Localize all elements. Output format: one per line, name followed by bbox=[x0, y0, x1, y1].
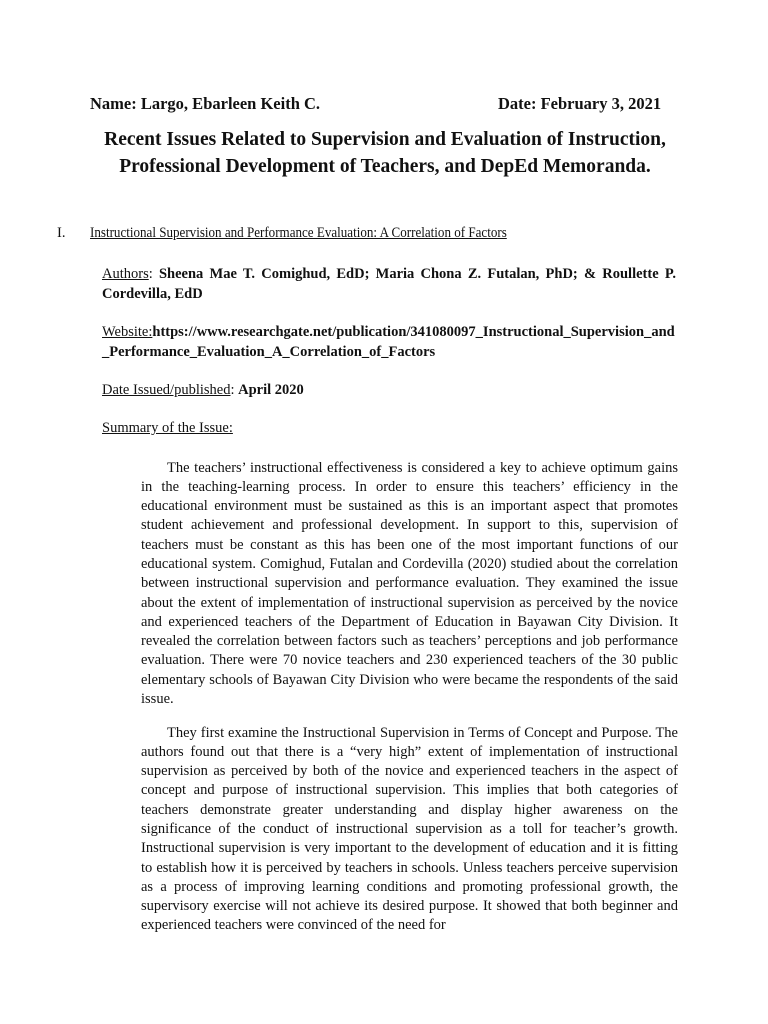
date-issued-field: Date Issued/published: April 2020 bbox=[102, 382, 304, 398]
title-line-1: Recent Issues Related to Supervision and Evaluation of Instruction, bbox=[104, 129, 666, 150]
page-title bbox=[70, 126, 700, 180]
summary-label: Summary of the Issue: bbox=[102, 420, 233, 436]
website-link[interactable]: https://www.researchgate.net/publication/341080097_Instructional_Supervision_and_Performance_Evaluation_A_Correlation_of_Factors bbox=[102, 324, 675, 360]
section-number: I. bbox=[57, 225, 66, 241]
section-heading: Instructional Supervision and Performance Evaluation: A Correlation of Factors bbox=[90, 225, 507, 241]
student-name: Name: Largo, Ebarleen Keith C. bbox=[90, 94, 321, 113]
title-line-2: Professional Development of Teachers, and DepEd Memoranda. bbox=[119, 156, 651, 177]
website-label: Website: bbox=[102, 324, 153, 340]
authors-label: Authors bbox=[102, 266, 149, 282]
authors-value: Sheena Mae T. Comighud, EdD; Maria Chona Z. Futalan, PhD; & Roullette P. Cordevilla, EdD bbox=[102, 266, 676, 302]
document-date: Date: February 3, 2021 bbox=[498, 94, 662, 113]
date-issued-label: Date Issued/published bbox=[102, 382, 231, 398]
summary-field bbox=[102, 418, 676, 438]
header-row bbox=[90, 94, 670, 114]
summary-paragraph: They first examine the Instructional Supervision in Terms of Concept and Purpose. The authors found out that there is a “very high” extent of implementation of instructional supervision as perceived by both of the novice and experienced teachers in the aspect of concept and purpose of instructional supervision. This implies that both categories of teachers demonstrate greater understanding and display higher awareness on the significance of the conduct of instructional supervision as a toll for teacher’s growth. Instructional supervision is very important to the development of education and it is fitting to establish how it is perceived by teachers in schools. Unless teachers perceive supervision as a process of improving learning conditions and promoting professional growth, the supervisory exercise will not achieve its desired purpose. It showed that both beginner and experienced teachers were convinced of the need for bbox=[141, 724, 678, 934]
summary-paragraph: The teachers’ instructional effectiveness is considered a key to achieve optimum gains in the teaching-learning process. In order to ensure this teachers’ efficiency in the educational environment must be sustained as this is an important aspect that promotes student achievement and professional development. In support to this, supervision of teachers must be constant as this has been one of the most important functions of our educational system. Comighud, Futalan and Cordevilla (2020) studied about the correlation between instructional supervision and performance evaluation. They examined the issue about the extent of implementation of instructional supervision as perceived by the novice and experienced teachers of the Department of Education in Bayawan City Division. It revealed the correlation between factors such as teachers’ perceptions and job performance evaluation. There were 70 novice teachers and 230 experienced teachers of the 30 public elementary schools of Bayawan City Division who were became the respondents of the said issue. bbox=[141, 459, 678, 708]
website-field bbox=[102, 322, 676, 362]
authors-field: Authors: Sheena Mae T. Comighud, EdD; Maria Chona Z. Futalan, PhD; & Roullette P. Cordevilla, EdD bbox=[102, 266, 676, 302]
date-issued-value: April 2020 bbox=[238, 382, 304, 398]
